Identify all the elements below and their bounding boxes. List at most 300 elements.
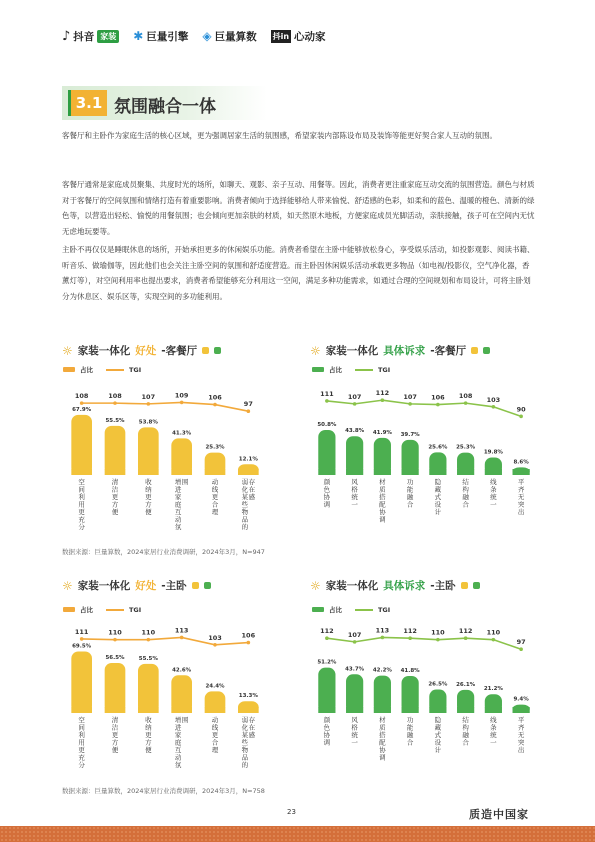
category-label-char: 色 (323, 485, 331, 494)
category-label-char: 材 (379, 478, 386, 486)
category-label-char: 进 (174, 723, 182, 732)
category-label-char: 式 (434, 731, 442, 739)
category-label-char: 齐 (517, 485, 525, 494)
bar-value-label: 41.8% (400, 667, 420, 674)
category-label-char: 理 (211, 508, 219, 516)
title-suffix: -主卧 (430, 580, 456, 592)
category-label-char: 功 (406, 716, 414, 724)
tgi-point (180, 401, 184, 405)
tgi-value-label: 113 (375, 626, 390, 635)
bar-base (457, 469, 474, 475)
tgi-point (408, 402, 412, 406)
bar (105, 426, 126, 475)
tgi-value-label: 107 (141, 392, 156, 401)
category-label-char: 合 (211, 738, 219, 747)
logo-juliang-suanshu (202, 29, 256, 44)
category-label-char: 分 (78, 523, 85, 531)
bar-base (205, 469, 226, 475)
bar-value-label: 42.6% (172, 667, 192, 674)
section-heading (62, 86, 267, 120)
bar-base (485, 707, 502, 713)
title-highlight: 好处 (135, 345, 157, 357)
tgi-value-label: 111 (74, 627, 89, 636)
tgi-point (464, 636, 468, 640)
bar-base (513, 469, 530, 475)
category-label-char: 融 (406, 731, 414, 739)
category-label-char: 条 (490, 485, 497, 494)
category-label-char: 格 (351, 723, 358, 732)
category-label-char: 的 (241, 761, 249, 769)
bar-value-label: 12.1% (238, 456, 258, 463)
category-label-char: 收 (145, 478, 152, 486)
bar-value-label: 69.5% (72, 643, 92, 650)
category-label-char: 突 (517, 738, 525, 747)
category-label-char: 合 (462, 738, 469, 747)
category-label-char: 便 (145, 508, 152, 516)
category-label-char: 条 (490, 723, 497, 732)
tgi-point (464, 401, 468, 405)
title-suffix: -客餐厅 (430, 345, 467, 357)
category-label-char: 隐 (434, 478, 442, 486)
tgi-point (147, 638, 151, 642)
legend-bar-swatch (312, 607, 324, 612)
category-label-char: 围 (181, 716, 189, 724)
tgi-value-label: 110 (108, 628, 122, 637)
bar-value-label: 13.3% (238, 693, 258, 700)
tgi-value-label: 112 (375, 389, 390, 398)
category-label-char: 物 (241, 746, 249, 754)
chart2-living-demands (308, 380, 540, 545)
green-square-icon (473, 582, 480, 589)
category-label-char: 风 (351, 716, 358, 724)
bar-value-label: 53.8% (138, 419, 158, 426)
page-number: 23 (287, 808, 296, 816)
category-label-char: 清 (111, 478, 119, 486)
category-label-char: 融 (406, 493, 414, 501)
category-label-char: 出 (517, 746, 525, 754)
category-label-char: 质 (379, 723, 386, 732)
chart3-legend (63, 605, 141, 614)
title-prefix: 家装一体化 (77, 580, 131, 592)
category-label-char: 充 (78, 753, 85, 762)
category-label-char: 方 (145, 500, 152, 509)
category-label-char: 互 (174, 746, 182, 754)
bar-value-label: 43.8% (345, 428, 365, 435)
tgi-value-label: 113 (174, 626, 189, 635)
tgi-point (353, 640, 357, 644)
category-label-char: 些 (241, 738, 249, 747)
category-label-char: 弱 (241, 478, 249, 486)
paragraph-bedroom: 主卧不再仅仅是睡眠休息的场所，开始承担更多的休闲娱乐功能。消费者希望在主卧中能够放松身心，享受娱乐活动，如投影观影、阅读书籍、听音乐、做瑜伽等，因此他们也会关注主卧空间的氛围和舒适度营造。而主卧因休闲娱乐活动承载更多物品（如电视/投影仪，空气净化器，香薰灯等），对空间利用率也提出要求，消费者希望能够充分利用这一空间，满足多种功能需求，如通过合理的空间规划和布局设计，可将主卧划分为休息区、娱乐区等，实现空间的多功能利用。 (62, 245, 535, 301)
bar-value-label: 56.5% (105, 654, 125, 661)
category-label-char: 构 (462, 485, 469, 494)
bar-base (105, 469, 126, 475)
category-label-char: 配 (379, 500, 386, 509)
tgi-point (247, 409, 251, 413)
category-label-char: 分 (78, 761, 85, 769)
tgi-point (113, 638, 117, 642)
category-label-char: 的 (241, 523, 249, 531)
category-label-char: 藏 (434, 485, 442, 494)
bar-value-label: 19.8% (483, 449, 503, 456)
section-title: 氛围融合一体 (114, 97, 216, 117)
bar-base (457, 707, 474, 713)
logo-text: 巨量算数 (214, 30, 257, 43)
chart4-legend (312, 605, 390, 614)
category-label-char: 功 (406, 478, 414, 486)
category-label-char: 用 (78, 738, 85, 747)
section-number: 3.1 (68, 90, 107, 116)
category-label-char: 些 (241, 500, 249, 509)
legend-bar-swatch (63, 367, 75, 372)
tgi-value-label: 112 (320, 627, 334, 636)
category-label-char: 统 (490, 493, 497, 501)
tgi-value-label: 103 (208, 633, 222, 642)
bar (105, 663, 126, 713)
paragraph-living-room: 客餐厅通常是家庭成员聚集、共度时光的场所，如聊天、观影、亲子互动、用餐等。因此，消费者更注重家庭互动交流的氛围营造。颜色与材质对于客餐厅的空间氛围和情绪打造有着重要影响。消费者倾向于选择能够给人带来愉悦、舒适感的色彩，如柔和的蓝色、温暖的橙色、清新的绿色等，以营造出轻松、愉悦的用餐氛围；也会倾向更加亲肤的材质，如天然原木地板，方便家庭成员光脚活动，亲肤接触，孩子可在空间内无忧无虑地玩要等。 (62, 180, 535, 236)
title-highlight: 具体诉求 (383, 345, 426, 357)
category-label-char: 洁 (111, 723, 119, 732)
category-label-char: 弱 (241, 716, 249, 724)
category-label-char: 更 (111, 493, 119, 501)
category-label-char: 计 (434, 746, 442, 754)
title-prefix: 家装一体化 (325, 345, 379, 357)
category-label-char: 格 (351, 485, 358, 494)
tgi-point (436, 638, 440, 642)
category-label-char: 庭 (174, 738, 182, 747)
yellow-square-icon (471, 347, 478, 354)
bar-value-label: 41.3% (172, 430, 192, 437)
tgi-point (519, 415, 523, 419)
chart1-title (62, 343, 221, 358)
bar-value-label: 8.6% (513, 459, 529, 466)
category-label-char: 式 (434, 493, 442, 501)
green-square-icon (204, 582, 211, 589)
bar-base (105, 707, 126, 713)
category-label-char: 能 (406, 723, 414, 732)
tgi-point (325, 636, 329, 640)
tgi-point (80, 637, 84, 641)
lightbulb-icon: ☼ (62, 343, 73, 358)
green-square-icon (483, 347, 490, 354)
category-label-char: 品 (241, 753, 249, 762)
tgi-value-label: 111 (320, 389, 334, 398)
bar-base (402, 469, 419, 475)
tgi-point (213, 403, 217, 407)
logo-text: 心动家 (294, 30, 326, 43)
tgi-point (408, 636, 412, 640)
tgi-point (113, 401, 117, 405)
bar-value-label: 26.1% (456, 681, 476, 688)
tgi-line (82, 402, 249, 411)
category-label-char: 合 (406, 738, 414, 747)
bar-value-label: 51.2% (317, 659, 337, 666)
category-label-char: 融 (462, 731, 469, 739)
category-label-char: 颜 (323, 716, 331, 724)
category-label-char: 空 (78, 478, 85, 486)
tgi-point (213, 643, 217, 647)
category-label-char: 线 (211, 485, 219, 494)
bar (71, 415, 92, 475)
category-label-char: 动 (174, 753, 182, 762)
category-label-char: 平 (517, 478, 525, 486)
category-label-char: 统 (351, 493, 358, 501)
bar-value-label: 9.4% (513, 696, 529, 703)
tgi-point (436, 403, 440, 407)
tgi-value-label: 90 (516, 405, 526, 414)
bar-base (318, 469, 335, 475)
chart1-source: 数据来源：巨量算数，2024家居行业消费调研，2024年3月，N=947 (62, 548, 265, 556)
category-label-char: 协 (379, 746, 386, 754)
legend-bar-swatch (312, 367, 324, 372)
category-label-char: 存 (248, 716, 256, 724)
bar-value-label: 25.3% (456, 444, 476, 451)
category-label-char: 更 (211, 493, 219, 501)
category-label-char: 一 (490, 738, 497, 747)
tgi-line (82, 637, 249, 644)
category-label-char: 无 (517, 731, 525, 739)
category-label-char: 感 (248, 731, 256, 739)
tgi-point (381, 636, 385, 640)
lightbulb-icon: ☼ (62, 578, 73, 593)
legend-bar-label: 占比 (80, 366, 93, 374)
category-label-char: 氛 (174, 523, 182, 531)
tgi-value-label: 106 (431, 393, 445, 402)
category-label-char: 合 (406, 500, 414, 509)
legend-bar-label: 占比 (80, 606, 93, 614)
category-label-char: 隐 (434, 716, 442, 724)
category-label-char: 更 (145, 731, 152, 739)
category-label-char: 调 (323, 500, 331, 509)
category-label-char: 清 (111, 716, 119, 724)
tgi-value-label: 106 (208, 393, 222, 402)
bar-value-label: 25.3% (205, 444, 225, 451)
tgi-value-label: 108 (458, 392, 473, 401)
tgi-point (80, 401, 84, 405)
legend-line-label: TGI (378, 605, 391, 614)
category-label-char: 合 (462, 500, 469, 509)
chart4-bedroom-demands (308, 618, 540, 783)
category-label-char: 纳 (145, 723, 152, 732)
category-label-char: 收 (145, 716, 152, 724)
legend-bar-swatch (63, 607, 75, 612)
legend-bar-label: 占比 (329, 606, 342, 614)
tgi-point (353, 402, 357, 406)
category-label-char: 构 (462, 723, 469, 732)
category-label-char: 结 (462, 478, 469, 486)
category-label-char: 方 (111, 738, 119, 747)
category-label-char: 更 (78, 746, 85, 754)
legend-line-swatch (355, 609, 373, 611)
category-label-char: 色 (323, 723, 331, 732)
category-label-char: 庭 (174, 500, 182, 509)
chart4-title (310, 578, 480, 593)
lightbulb-icon: ☼ (310, 578, 321, 593)
category-label-char: 计 (434, 508, 442, 516)
bar-base (238, 469, 259, 475)
bar-base (205, 707, 226, 713)
category-label-char: 物 (241, 508, 249, 516)
category-label-char: 出 (517, 508, 525, 516)
title-suffix: -客餐厅 (161, 345, 198, 357)
douyin-icon: ♪ (62, 28, 71, 44)
category-label-char: 搭 (379, 731, 386, 739)
tgi-value-label: 106 (241, 631, 256, 640)
category-label-char: 品 (241, 515, 249, 524)
category-label-char: 间 (78, 723, 85, 732)
chart3-title (62, 578, 211, 593)
tgi-point (492, 405, 496, 409)
tgi-point (147, 402, 151, 406)
category-label-char: 在 (248, 485, 256, 494)
bar-base (485, 469, 502, 475)
category-label-char: 一 (351, 738, 358, 747)
lightbulb-icon: ☼ (310, 343, 321, 358)
tgi-point (180, 636, 184, 640)
category-label-char: 设 (434, 500, 442, 509)
category-label-char: 无 (517, 493, 525, 501)
category-label-char: 化 (241, 485, 249, 494)
bar-base (402, 707, 419, 713)
category-label-char: 增 (174, 478, 182, 486)
tgi-value-label: 110 (486, 628, 501, 637)
category-label-char: 材 (379, 716, 386, 724)
bar-value-label: 41.9% (372, 429, 392, 436)
yellow-square-icon (192, 582, 199, 589)
category-label-char: 动 (211, 716, 219, 724)
category-label-char: 进 (174, 485, 182, 494)
category-label-char: 一 (351, 500, 358, 509)
tgi-value-label: 103 (486, 395, 501, 404)
tgi-value-label: 97 (243, 400, 253, 409)
logo-badge: 抖in (272, 31, 290, 41)
tgi-value-label: 108 (108, 392, 122, 401)
bar-base (171, 469, 192, 475)
logo-douyin (62, 29, 119, 44)
bar-base (318, 707, 335, 713)
category-label-char: 某 (241, 493, 249, 501)
bar-value-label: 67.9% (72, 406, 92, 413)
category-label-char: 合 (211, 500, 219, 509)
category-label-char: 齐 (517, 723, 525, 732)
bar-value-label: 26.5% (428, 681, 448, 688)
category-label-char: 动 (211, 478, 219, 486)
legend-line-label: TGI (129, 605, 142, 614)
category-label-char: 统 (351, 731, 358, 739)
footer-brand: 质造中国家 (469, 808, 529, 821)
bar-base (513, 707, 530, 713)
logo-text: 抖音 (73, 30, 95, 43)
bar (71, 651, 92, 713)
legend-line-swatch (106, 609, 124, 611)
category-label-char: 统 (490, 731, 497, 739)
category-label-char: 平 (517, 716, 525, 724)
bar-value-label: 39.7% (400, 431, 420, 438)
category-label-char: 能 (406, 485, 414, 494)
logo-juliang-engine (133, 29, 188, 44)
bar (318, 668, 335, 713)
legend-line-label: TGI (129, 365, 142, 374)
category-label-char: 协 (379, 508, 386, 516)
tgi-value-label: 107 (347, 630, 362, 639)
category-label-char: 充 (78, 515, 85, 524)
logo-text: 巨量引擎 (146, 30, 189, 43)
category-label-char: 更 (211, 731, 219, 739)
category-label-char: 线 (490, 716, 497, 724)
category-label-char: 便 (111, 508, 119, 516)
bar-value-label: 25.6% (428, 444, 448, 451)
title-prefix: 家装一体化 (325, 580, 379, 592)
category-label-char: 更 (111, 731, 119, 739)
category-label-char: 融 (462, 493, 469, 501)
chart2-title (310, 343, 490, 358)
category-label-char: 理 (211, 746, 219, 754)
category-label-char: 在 (248, 723, 256, 732)
bar-base (429, 707, 446, 713)
logo-xindongjia (271, 29, 326, 44)
category-label-char: 动 (174, 515, 182, 524)
chart1-legend (63, 365, 141, 374)
category-label-char: 洁 (111, 485, 119, 494)
bar-value-label: 24.4% (205, 683, 225, 690)
category-label-char: 突 (517, 500, 525, 509)
category-label-char: 家 (174, 493, 182, 501)
category-label-char: 方 (111, 500, 119, 509)
category-label-char: 增 (174, 716, 182, 724)
tgi-value-label: 110 (141, 628, 156, 637)
category-label-char: 藏 (434, 723, 442, 732)
category-label-char: 氛 (174, 761, 182, 769)
bar (318, 430, 335, 475)
category-label-char: 结 (462, 716, 469, 724)
tgi-value-label: 97 (516, 638, 526, 647)
category-label-char: 一 (490, 500, 497, 509)
tgi-value-label: 109 (174, 391, 189, 400)
category-label-char: 风 (351, 478, 358, 486)
category-label-char: 某 (241, 731, 249, 739)
tgi-value-label: 107 (403, 392, 417, 401)
category-label-char: 便 (145, 746, 152, 754)
category-label-char: 家 (174, 731, 182, 739)
bar-base (138, 707, 159, 713)
tgi-value-label: 112 (403, 627, 417, 636)
tgi-value-label: 110 (431, 628, 445, 637)
category-label-char: 更 (145, 493, 152, 501)
chart3-bedroom-benefits (60, 618, 270, 783)
tgi-value-label: 108 (74, 392, 89, 401)
bar-value-label: 50.8% (317, 422, 337, 429)
category-label-char: 方 (145, 738, 152, 747)
category-label-char: 线 (490, 478, 497, 486)
bar-base (346, 469, 363, 475)
category-label-char: 围 (181, 478, 189, 486)
yellow-square-icon (202, 347, 209, 354)
category-label-char: 间 (78, 485, 85, 494)
category-label-char: 便 (111, 746, 119, 754)
chart1-living-benefits (60, 380, 270, 545)
suanshu-icon: ◈ (202, 29, 212, 43)
title-highlight: 具体诉求 (383, 580, 426, 592)
title-highlight: 好处 (135, 580, 157, 592)
tgi-point (381, 398, 385, 402)
category-label-char: 配 (379, 738, 386, 747)
category-label-char: 调 (379, 753, 386, 762)
bar (138, 664, 159, 713)
tgi-value-label: 107 (347, 392, 362, 401)
category-label-char: 设 (434, 738, 442, 747)
category-label-char: 协 (323, 493, 331, 501)
bar-value-label: 55.5% (105, 417, 125, 424)
